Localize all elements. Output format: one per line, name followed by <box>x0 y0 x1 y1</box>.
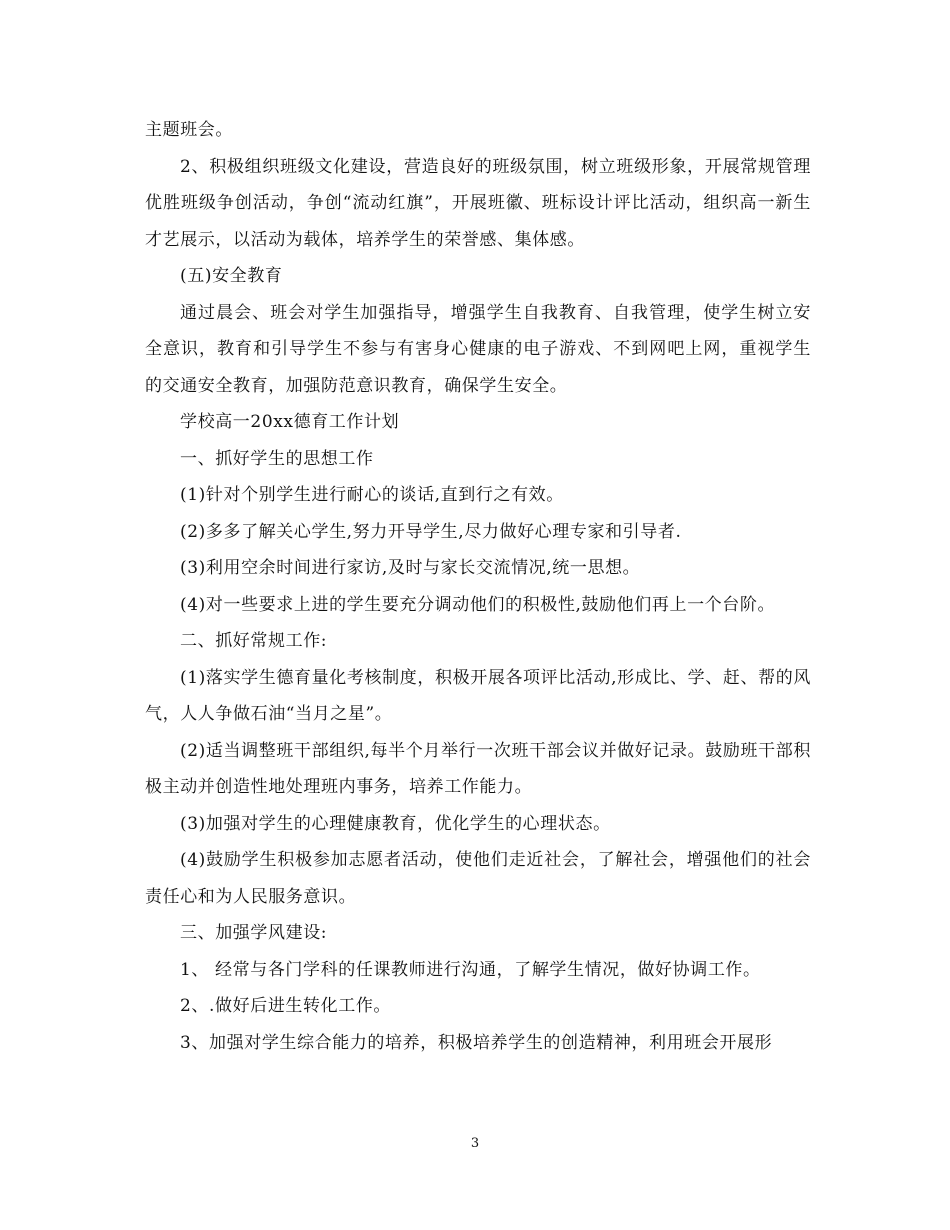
paragraph: 通过晨会、班会对学生加强指导，增强学生自我教育、自我管理，使学生树立安全意识，教育和引导学生不参与有害身心健康的电子游戏、不到网吧上网，重视学生的交通安全教育，加强防范意识教育，确保学生安全。 <box>145 302 811 396</box>
list-item: (3)加强对学生的心理健康教育，优化学生的心理状态。 <box>180 813 611 834</box>
list-item: (1)落实学生德育量化考核制度，积极开展各项评比活动,形成比、学、赶、帮的风气，人人争做石油“当月之星”。 <box>145 667 811 724</box>
section-heading: (五)安全教育 <box>180 266 283 286</box>
list-item: 1、 经常与各门学科的任课教师进行沟通，了解学生情况，做好协调工作。 <box>180 959 761 980</box>
list-item: 3、加强对学生综合能力的培养，积极培养学生的创造精神，利用班会开展形 <box>180 1032 773 1053</box>
document-body <box>145 112 811 1061</box>
list-item: (4)对一些要求上进的学生要充分调动他们的积极性,鼓励他们再上一个台阶。 <box>180 594 776 615</box>
list-item: (2)多多了解关心学生,努力开导学生,尽力做好心理专家和引导者. <box>180 521 682 542</box>
list-item: (1)针对个别学生进行耐心的谈话,直到行之有效。 <box>180 485 564 505</box>
section-heading: 一、抓好学生的思想工作 <box>180 448 374 469</box>
list-item: (3)利用空余时间进行家访,及时与家长交流情况,统一思想。 <box>180 558 641 578</box>
paragraph: 主题班会。 <box>145 120 233 140</box>
paragraph: 2、积极组织班级文化建设，营造良好的班级氛围，树立班级形象，开展常规管理优胜班级争创活动，争创“流动红旗”，开展班徽、班标设计评比活动，组织高一新生才艺展示，以活动为载体，培养学生的荣誉感、集体感。 <box>145 156 811 250</box>
document-title: 学校高一20xx德育工作计划 <box>180 412 400 432</box>
list-item: (2)适当调整班干部组织,每半个月举行一次班干部会议并做好记录。鼓励班干部积极主动并创造性地处理班内事务，培养工作能力。 <box>145 740 811 797</box>
section-heading: 二、抓好常规工作: <box>180 631 328 651</box>
section-heading: 三、加强学风建设: <box>180 923 328 943</box>
list-item: 2、.做好后进生转化工作。 <box>180 996 392 1016</box>
list-item: (4)鼓励学生积极参加志愿者活动，使他们走近社会，了解社会，增强他们的社会责任心和为人民服务意识。 <box>145 850 811 907</box>
page-number: 3 <box>470 1136 480 1151</box>
